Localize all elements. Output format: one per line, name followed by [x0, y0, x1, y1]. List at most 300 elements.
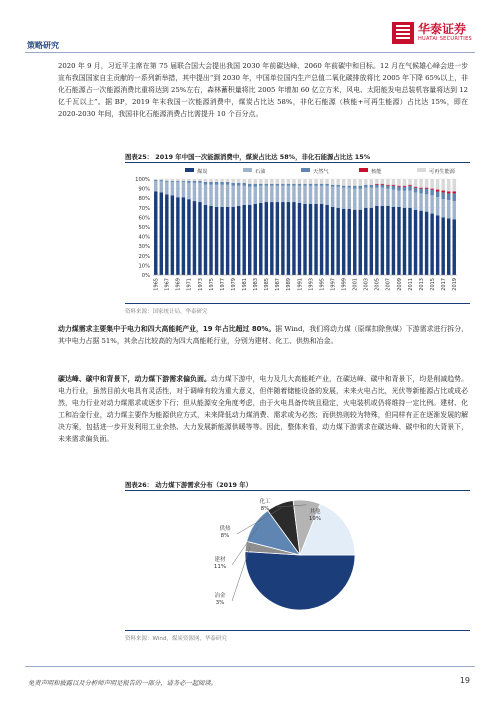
x-tick-label: 2011	[407, 278, 414, 291]
bar-segment-1	[204, 205, 207, 275]
bar-segment-4	[403, 186, 406, 187]
bar-segment-3	[265, 184, 268, 186]
bar-segment-5	[281, 179, 284, 184]
bar-segment-3	[370, 185, 373, 188]
bar-segment-1	[453, 219, 456, 275]
bar-segment-3	[292, 184, 295, 186]
bar-segment-2	[370, 188, 373, 208]
bar-segment-3	[303, 184, 306, 186]
bar-segment-5	[154, 179, 157, 180]
x-tick-label: 1983	[253, 278, 260, 291]
bar-segment-5	[386, 179, 389, 185]
bar-segment-2	[182, 182, 185, 197]
pie-slice-value: 19%	[308, 516, 322, 522]
carbon-neutral-body: 动力煤下游中，电力及几大高能耗产业，在碳达峰、碳中和背景下，均是削减趋势。电力行业，虽然目前火电具有灵活性，对于调峰有较为重大意义，但伴随着储能设备的发展，未来火电占比，光伏等新能源占比或成必然，电力行业对动力煤需求或逐步下行；但从能源安全角度考虑，由于火电具备传统且稳定，火电装机或仍将维持一定比例。建材、化工和冶金行业，动力煤主要作为能源供应方式，未来降低动力煤消费、需求或为必然；而供热则较为特殊，但同样有正在逐渐发展的解决方案，包括进一步开发利用工业余热、大力发展新能源供暖等等。因此，整体来看，动力煤下游需求在碳达峰、碳中和的大背景下，未来需求偏负面。	[58, 375, 468, 443]
bar-segment-5	[397, 179, 400, 186]
bar-segment-3	[248, 184, 251, 187]
legend-swatch	[359, 168, 368, 172]
bar-segment-2	[359, 189, 362, 210]
bar-segment-2	[436, 197, 439, 215]
bar-segment-3	[298, 184, 301, 186]
coal-demand-body: 据 Wind，我们将动力煤（原煤扣除焦煤）下游需求进行拆分，其中电力占据 51%，其余占比较高的为四大高能耗行业，分别为建材、化工、供热和冶金。	[58, 325, 468, 345]
bar-segment-3	[309, 184, 312, 186]
legend-swatch	[417, 168, 426, 172]
bar-segment-2	[386, 189, 389, 206]
bar-segment-1	[154, 191, 157, 275]
bar-segment-1	[220, 207, 223, 275]
figure-26-bottom-rule	[125, 630, 470, 631]
bar-segment-1	[215, 207, 218, 275]
bar-segment-2	[425, 194, 428, 211]
bar-segment-1	[441, 217, 444, 275]
bar-segment-5	[408, 179, 411, 185]
pie-slice-label: 冶金	[214, 593, 226, 599]
bar-segment-1	[359, 210, 362, 275]
bar-segment-4	[408, 185, 411, 186]
pie-slice-label: 化工	[259, 499, 271, 505]
bar-segment-1	[447, 218, 450, 275]
bar-segment-5	[182, 179, 185, 181]
x-tick-label: 1979	[230, 278, 237, 291]
bar-segment-1	[176, 197, 179, 275]
legend-label: 可再生能源	[429, 169, 455, 175]
bar-segment-3	[441, 192, 444, 199]
bar-segment-4	[419, 188, 422, 189]
footer-disclaimer: 免责声明和披露以及分析师声明是报告的一部分，请务必一起阅读。	[28, 680, 217, 687]
bar-segment-1	[342, 209, 345, 275]
bar-segment-1	[187, 199, 190, 275]
figure-25-rule	[125, 162, 470, 163]
bar-segment-1	[248, 205, 251, 275]
bar-segment-3	[160, 180, 163, 181]
bar-segment-2	[209, 185, 212, 206]
x-tick-label: 1991	[297, 278, 304, 291]
bar-segment-4	[453, 191, 456, 193]
pie-slice-value: 8%	[260, 506, 270, 512]
x-tick-label: 2005	[374, 278, 381, 291]
bar-segment-4	[425, 188, 428, 189]
pie-slice-value: 51%	[358, 594, 372, 600]
bar-segment-1	[408, 208, 411, 275]
bar-segment-5	[314, 179, 317, 184]
bar-segment-5	[220, 179, 223, 182]
bar-segment-5	[265, 179, 268, 184]
bar-segment-2	[303, 186, 306, 204]
logo-name-en: HUATAI SECURITIES	[418, 36, 472, 42]
bar-segment-2	[259, 186, 262, 203]
bar-segment-4	[436, 190, 439, 192]
y-tick-label: 60%	[138, 215, 150, 222]
header-divider	[25, 52, 475, 53]
bar-segment-1	[353, 210, 356, 275]
legend-label: 煤炭	[197, 169, 208, 175]
x-tick-label: 2001	[352, 278, 359, 291]
bar-segment-2	[165, 182, 168, 194]
footer-divider	[25, 666, 475, 667]
bar-segment-2	[348, 188, 351, 209]
figure-25-title: 图表25： 2019 年中国一次能源消费中，煤炭占比达 58%，非化石能源占比达 15%	[125, 153, 371, 161]
y-tick-label: 80%	[138, 196, 150, 203]
bar-segment-3	[182, 181, 185, 182]
bar-segment-1	[370, 208, 373, 275]
bar-segment-2	[453, 201, 456, 219]
bar-segment-2	[320, 186, 323, 204]
bar-segment-5	[237, 179, 240, 183]
x-tick-label: 1997	[330, 278, 337, 291]
bar-segment-5	[248, 179, 251, 184]
bar-segment-2	[331, 187, 334, 207]
bar-segment-2	[198, 183, 201, 202]
bar-segment-2	[419, 193, 422, 210]
x-tick-label: 1965	[153, 278, 160, 291]
bar-segment-3	[425, 189, 428, 195]
bar-segment-1	[287, 202, 290, 275]
bar-segment-5	[298, 179, 301, 184]
bar-segment-3	[430, 190, 433, 196]
bar-segment-2	[430, 195, 433, 213]
bar-segment-3	[254, 184, 257, 187]
bar-segment-3	[231, 183, 234, 186]
bar-segment-2	[231, 186, 234, 207]
pie-slice-value: 3%	[215, 600, 225, 606]
bar-segment-3	[419, 189, 422, 194]
bar-segment-5	[342, 179, 345, 186]
bar-segment-1	[303, 204, 306, 275]
energy-mix-stacked-bar-chart	[125, 165, 470, 303]
bar-segment-1	[375, 206, 378, 275]
bar-segment-2	[176, 182, 179, 197]
y-tick-label: 70%	[138, 205, 150, 212]
y-tick-label: 30%	[138, 244, 150, 251]
bar-segment-5	[160, 179, 163, 180]
bar-segment-2	[281, 186, 284, 202]
bar-segment-3	[353, 186, 356, 189]
figure-26-title: 图表26： 动力煤下游需求分布（2019 年）	[125, 481, 252, 489]
bar-segment-1	[270, 202, 273, 275]
legend-swatch	[243, 168, 252, 172]
x-tick-label: 1987	[275, 278, 282, 291]
pie-slice-label: 电力	[359, 587, 371, 593]
bar-segment-3	[154, 180, 157, 181]
x-tick-label: 2009	[396, 278, 403, 291]
bar-segment-3	[204, 182, 207, 185]
bar-segment-5	[419, 179, 422, 188]
bar-segment-5	[381, 179, 384, 184]
bar-segment-5	[209, 179, 212, 182]
bar-segment-1	[265, 202, 268, 275]
bar-segment-2	[204, 185, 207, 205]
bar-segment-1	[254, 204, 257, 275]
bar-segment-5	[187, 179, 190, 181]
bar-segment-1	[226, 207, 229, 275]
bar-segment-3	[414, 188, 417, 193]
bar-segment-2	[309, 186, 312, 204]
bar-segment-5	[359, 179, 362, 186]
bar-segment-2	[226, 185, 229, 207]
bar-segment-2	[154, 181, 157, 192]
bar-segment-5	[364, 179, 367, 185]
y-tick-label: 90%	[138, 186, 150, 193]
bar-segment-1	[320, 204, 323, 275]
bar-segment-5	[259, 179, 262, 184]
bar-segment-4	[447, 191, 450, 193]
x-tick-label: 1989	[286, 278, 293, 291]
bar-segment-1	[414, 210, 417, 275]
bar-segment-5	[204, 179, 207, 182]
bar-segment-5	[231, 179, 234, 183]
bar-segment-2	[381, 188, 384, 206]
coal-demand-paragraph	[58, 323, 468, 347]
bar-segment-2	[364, 188, 367, 208]
bar-segment-1	[403, 208, 406, 275]
bar-segment-5	[447, 179, 450, 191]
bar-segment-1	[160, 192, 163, 275]
x-tick-label: 2007	[385, 278, 392, 291]
bar-segment-2	[298, 186, 301, 203]
bar-segment-1	[292, 202, 295, 275]
bar-segment-3	[397, 187, 400, 191]
x-tick-label: 1993	[308, 278, 315, 291]
bar-segment-2	[342, 188, 345, 209]
legend-swatch	[185, 168, 194, 172]
bar-segment-2	[265, 186, 268, 202]
bar-segment-5	[331, 179, 334, 185]
bar-segment-5	[165, 179, 168, 181]
bar-segment-2	[242, 186, 245, 205]
bar-segment-3	[165, 181, 168, 182]
bar-segment-1	[276, 202, 279, 275]
bar-segment-2	[220, 185, 223, 207]
pie-slice-value: 11%	[213, 564, 227, 570]
bar-segment-3	[331, 185, 334, 187]
bar-segment-5	[198, 179, 201, 181]
bar-segment-1	[397, 207, 400, 275]
bar-segment-3	[408, 186, 411, 191]
bar-segment-2	[441, 199, 444, 217]
carbon-neutral-lead: 碳达峰、碳中和背景下，动力煤下游需求偏负面。	[58, 375, 211, 383]
bar-segment-2	[160, 181, 163, 193]
bar-segment-2	[336, 187, 339, 208]
bar-segment-5	[414, 179, 417, 187]
x-tick-label: 2015	[429, 278, 436, 291]
bar-segment-4	[430, 189, 433, 190]
x-tick-label: 1999	[341, 278, 348, 291]
bar-segment-5	[193, 179, 196, 181]
bar-segment-3	[348, 186, 351, 188]
bar-segment-3	[237, 183, 240, 186]
bar-segment-1	[209, 206, 212, 275]
bar-segment-1	[436, 215, 439, 275]
bar-segment-1	[237, 206, 240, 275]
bar-segment-1	[309, 204, 312, 275]
bar-segment-4	[386, 185, 389, 186]
bar-segment-3	[259, 184, 262, 186]
bar-segment-5	[287, 179, 290, 184]
page-number: 19	[459, 676, 470, 685]
bar-segment-5	[242, 179, 245, 183]
bar-segment-4	[381, 184, 384, 185]
bar-segment-1	[430, 214, 433, 275]
pie-slice-label: 供热	[219, 526, 231, 532]
bar-segment-2	[325, 186, 328, 205]
bar-segment-1	[325, 205, 328, 275]
bar-segment-1	[314, 204, 317, 275]
bar-segment-2	[375, 188, 378, 206]
pie-slice-label: 建材	[214, 557, 226, 563]
bar-segment-3	[336, 185, 339, 187]
bar-segment-1	[193, 201, 196, 275]
bar-segment-3	[171, 181, 174, 182]
bar-segment-3	[314, 184, 317, 186]
logo-mark-icon	[392, 22, 414, 44]
bar-segment-3	[325, 184, 328, 186]
bar-segment-3	[364, 185, 367, 188]
bar-segment-3	[392, 186, 395, 190]
bar-segment-1	[419, 211, 422, 275]
bar-segment-5	[325, 179, 328, 184]
bar-segment-4	[375, 184, 378, 185]
bar-segment-5	[320, 179, 323, 184]
pie-leader-line	[232, 547, 250, 601]
y-tick-label: 100%	[135, 177, 150, 183]
bar-segment-5	[215, 179, 218, 182]
bar-segment-5	[276, 179, 279, 184]
figure-25-source: 资料来源：国家统计局，华泰研究	[125, 309, 208, 315]
intro-paragraph: 2020 年 9 月，习近平主席在第 75 届联合国大会提出我国 2030 年前碳达峰、2060 年前碳中和目标。12 月在气候雄心峰会进一步宣布我国国家自主贡献的一系列新举措，其中提出“到 2030 年，中国单位国内生产总值二氧化碳排放将比 2005 年下降 65%以上，非化石能源占一次能源消费比重将达到 25%左右，森林蓄积量将比 2005 年增加 60 亿立方米，风电、太阳能发电总装机容量将达到 12 亿千瓦以上”。据 BP，2019 年末我国一次能源消费中，煤炭占比达 58%，非化石能源（核能+可再生能源）占比达 15%，即在 2020-2030 年间，我国非化石能源消费占比需提升 10 个百分点。	[58, 62, 468, 118]
bar-segment-3	[281, 184, 284, 186]
bar-segment-2	[403, 191, 406, 208]
bar-segment-2	[248, 187, 251, 205]
bar-segment-5	[403, 179, 406, 186]
bar-segment-5	[370, 179, 373, 185]
bar-segment-5	[348, 179, 351, 186]
bar-segment-5	[430, 179, 433, 189]
x-tick-label: 2003	[363, 278, 370, 291]
bar-segment-3	[359, 186, 362, 189]
bar-segment-1	[364, 208, 367, 275]
bar-segment-5	[353, 179, 356, 186]
bar-segment-2	[392, 190, 395, 207]
bar-segment-2	[353, 189, 356, 210]
bar-segment-2	[397, 191, 400, 207]
bar-segment-3	[436, 191, 439, 197]
bar-segment-3	[209, 182, 212, 185]
x-tick-label: 2013	[418, 278, 425, 291]
bar-segment-5	[453, 179, 456, 191]
bar-segment-1	[231, 207, 234, 275]
section-label: 策略研究	[27, 41, 59, 50]
bar-segment-3	[242, 183, 245, 186]
bar-segment-3	[193, 181, 196, 183]
brand-logo	[392, 22, 472, 44]
legend-label: 核能	[371, 169, 382, 175]
pie-slice-1	[245, 552, 355, 610]
bar-segment-5	[303, 179, 306, 184]
x-tick-label: 2019	[452, 278, 459, 291]
bar-segment-4	[392, 185, 395, 186]
bar-segment-5	[171, 179, 174, 181]
y-tick-label: 10%	[138, 263, 150, 270]
bar-segment-2	[187, 183, 190, 199]
x-tick-label: 1971	[186, 278, 193, 291]
x-tick-label: 1967	[164, 278, 171, 291]
bar-segment-5	[392, 179, 395, 185]
bar-segment-2	[408, 191, 411, 208]
bar-segment-3	[187, 181, 190, 183]
logo-name-cn: 华泰证券	[418, 22, 467, 36]
bar-segment-2	[314, 186, 317, 204]
bar-segment-2	[237, 186, 240, 206]
bar-segment-1	[336, 208, 339, 275]
x-tick-label: 1995	[319, 278, 326, 291]
bar-segment-3	[220, 182, 223, 185]
bar-segment-1	[242, 205, 245, 275]
bar-segment-1	[281, 202, 284, 275]
bar-segment-5	[336, 179, 339, 185]
x-tick-label: 1975	[208, 278, 215, 291]
bar-segment-1	[331, 207, 334, 275]
bar-segment-2	[287, 186, 290, 202]
bar-segment-3	[176, 181, 179, 182]
bar-segment-2	[292, 186, 295, 202]
bar-segment-3	[287, 184, 290, 186]
bar-segment-1	[198, 202, 201, 275]
coal-demand-pie-chart	[125, 493, 470, 620]
bar-segment-5	[270, 179, 273, 184]
x-tick-label: 1977	[219, 278, 226, 291]
bar-segment-1	[182, 197, 185, 275]
bar-segment-3	[226, 182, 229, 185]
y-tick-label: 40%	[138, 234, 150, 241]
legend-label: 天然气	[313, 169, 329, 175]
y-tick-label: 0%	[141, 273, 150, 279]
y-tick-label: 50%	[138, 225, 150, 231]
y-tick-label: 20%	[138, 253, 150, 260]
bar-segment-4	[441, 191, 444, 193]
bar-segment-3	[375, 185, 378, 188]
bar-segment-1	[381, 206, 384, 275]
pie-slice-label: 其他	[309, 509, 321, 515]
bar-segment-2	[447, 200, 450, 218]
bar-segment-5	[254, 179, 257, 184]
x-tick-label: 1985	[264, 278, 271, 291]
bar-segment-2	[193, 183, 196, 201]
bar-segment-1	[298, 203, 301, 275]
bar-segment-5	[425, 179, 428, 188]
bar-segment-5	[375, 179, 378, 184]
bar-segment-2	[270, 186, 273, 202]
coal-demand-lead: 动力煤需求主要集中于电力和四大高能耗产业，19 年占比超过 80%。	[58, 325, 276, 333]
bar-segment-2	[171, 182, 174, 195]
bar-segment-3	[386, 186, 389, 189]
bar-segment-5	[436, 179, 439, 190]
bar-segment-3	[342, 186, 345, 188]
carbon-neutral-paragraph	[58, 373, 468, 445]
figure-26-rule	[125, 490, 470, 491]
figure-26-source: 资料来源：Wind，煤炭资源网，华泰研究	[125, 636, 227, 642]
pie-slice-value: 8%	[220, 533, 230, 539]
bar-segment-1	[386, 206, 389, 275]
bar-segment-1	[165, 194, 168, 275]
legend-swatch	[301, 168, 310, 172]
bar-segment-4	[397, 186, 400, 187]
bar-segment-2	[414, 192, 417, 209]
bar-segment-1	[171, 195, 174, 275]
bar-segment-5	[309, 179, 312, 184]
bar-segment-5	[441, 179, 444, 191]
bar-segment-1	[259, 203, 262, 275]
bar-segment-2	[276, 186, 279, 202]
